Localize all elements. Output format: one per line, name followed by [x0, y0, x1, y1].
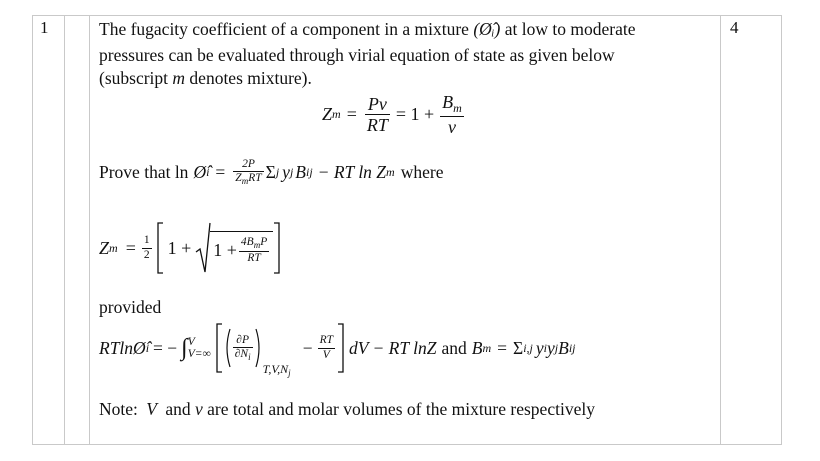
right-paren: [255, 328, 263, 368]
question-number: 1: [40, 18, 49, 37]
fraction-bm-v: $\frac{B_m}{v}$: [442, 92, 462, 137]
integral-limits: V V=∞: [187, 336, 211, 360]
table-bottom-border: [32, 444, 782, 445]
fraction-rt-v: $\frac{RT}{V}$: [319, 334, 333, 361]
question-marks: 4: [730, 18, 739, 37]
fraction-2p-zmrt: $\frac{2P}{Z_mRT}$: [235, 158, 262, 187]
table-col-num-right: [64, 15, 65, 445]
intro-line-2: pressures can be evaluated through virial equation of state as given below: [99, 45, 615, 65]
equation-zm-definition: Z m = $\frac{Pv}{RT}$ = 1 + $\frac{B_m}{v}$: [322, 92, 462, 137]
outer-right-bracket: [337, 323, 345, 373]
table-col-left: [32, 15, 33, 445]
outer-left-bracket: [215, 323, 223, 373]
prove-statement: Prove that ln Ø̂ i = $\frac{2P}{Z_mRT}$ Σ j y j B ij − RT ln Z m where: [99, 158, 444, 187]
table-col-inner: [89, 15, 90, 445]
intro-phi: (Ø̂ᵢ): [473, 19, 501, 39]
fraction-dp-dn: $\frac{\partial P}{\partial N_i}$: [234, 333, 251, 362]
intro-line-1: [99, 19, 636, 40]
integral-sign: ∫: [181, 334, 188, 361]
right-bracket: [273, 222, 281, 274]
fraction-one-half: $\frac{1}{2}$: [143, 234, 150, 261]
equation-zm-quadratic: Z m = $\frac{1}{2}$ 1 + 1 + $\frac{4B_mP}{RT}$: [99, 222, 281, 274]
left-bracket: [156, 222, 164, 274]
partial-conditions: $T,V,N_j$: [262, 362, 291, 378]
left-paren: [223, 328, 231, 368]
note-line: Note: V and v are total and molar volumes of the mixture respectively: [99, 399, 595, 419]
fraction-pv-rt: $\frac{Pv}{RT}$: [366, 93, 388, 136]
intro-line-3: (subscript m denotes mixture).: [99, 68, 312, 88]
table-top-border: [32, 15, 782, 16]
sqrt-sign: [195, 222, 211, 274]
sqrt-contents: 1 + $\frac{4B_mP}{RT}$: [210, 231, 273, 265]
intro-text-a: The fugacity coefficient of a component in a mixture: [99, 19, 469, 39]
table-col-marks-left: [720, 15, 721, 445]
fraction-4bmp-rt: $\frac{4B_mP}{RT}$: [240, 236, 268, 264]
table-col-right: [781, 15, 782, 445]
equation-fugacity-integral: RTln Ø̂ i = − ∫ V V=∞ $\frac{\partial P}{\partial N_i}$ $T,V,N_j$ − $\frac{RT}{V}$ dV − RT lnZ and B m = Σ i,j y i y j B ij: [99, 322, 576, 374]
intro-text-b: at low to moderate: [504, 19, 636, 39]
provided-label: provided: [99, 297, 162, 317]
